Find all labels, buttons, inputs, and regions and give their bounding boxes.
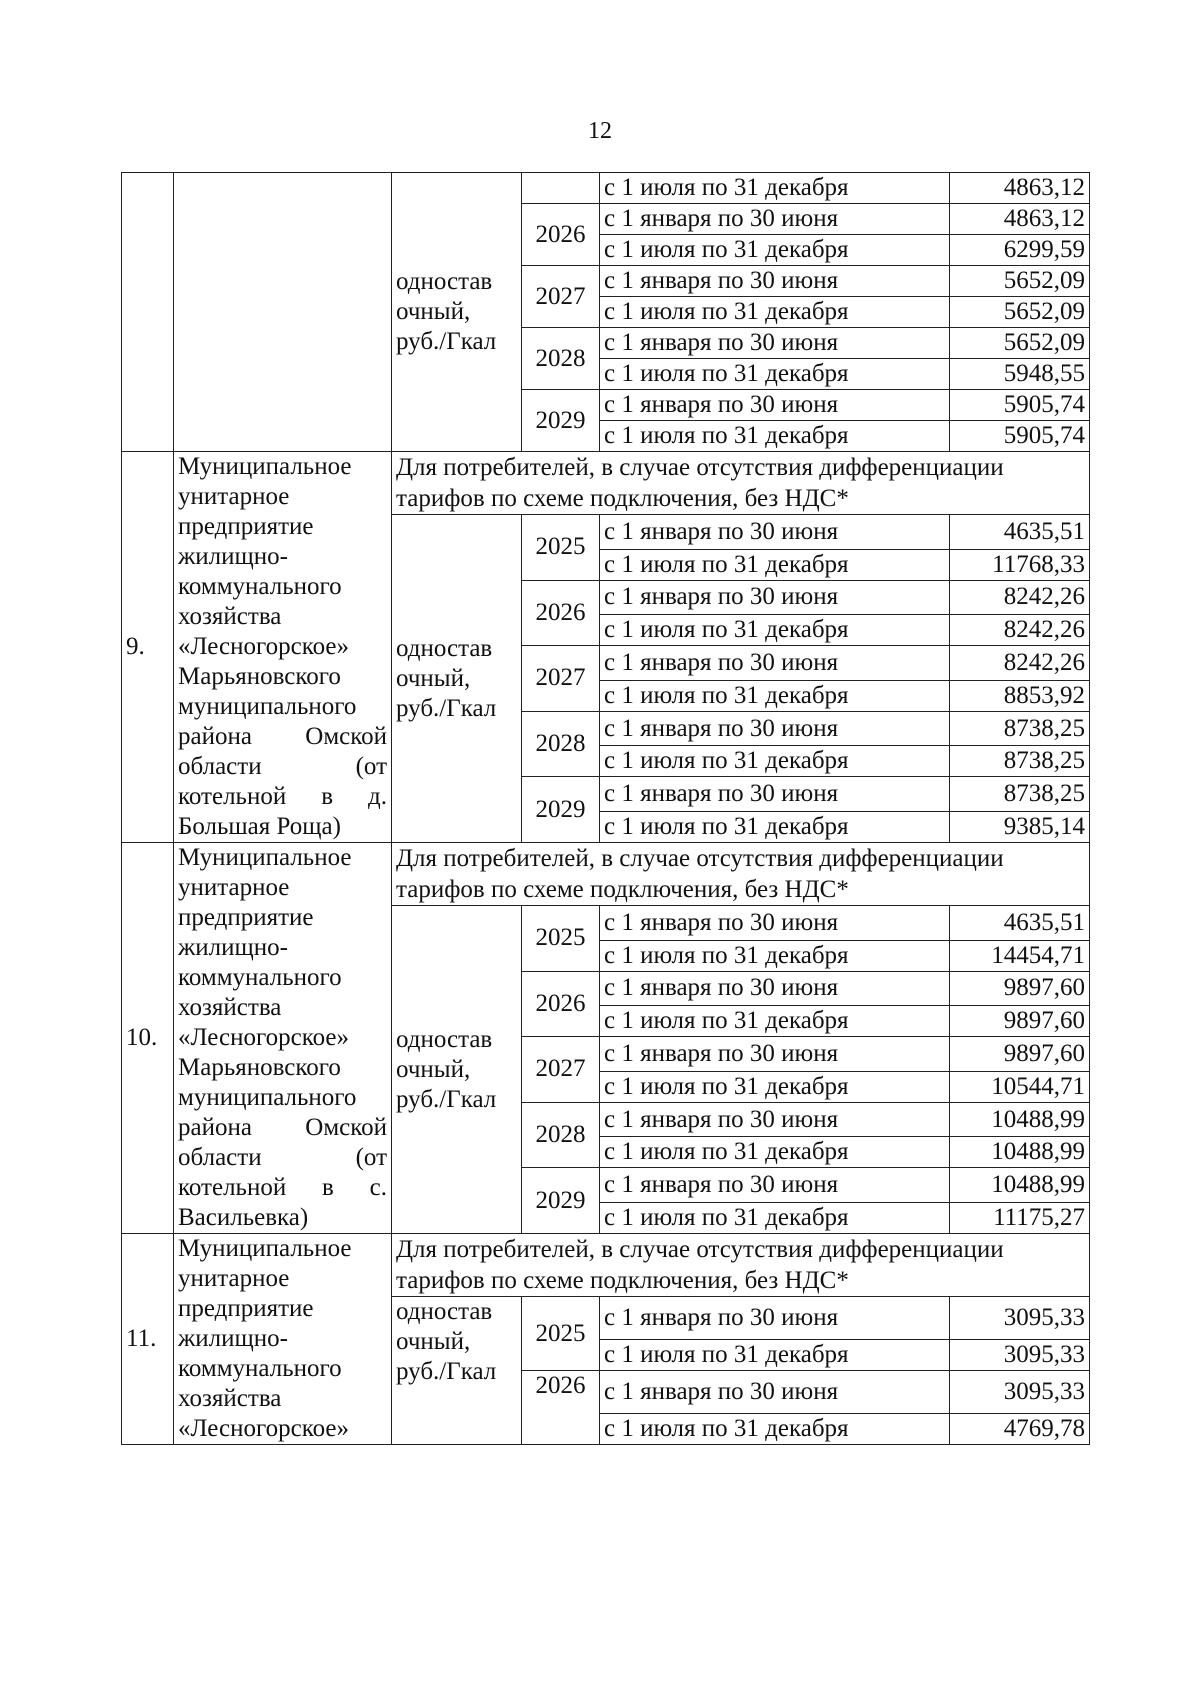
table-row xyxy=(122,843,1090,906)
year-cell: 2028 xyxy=(522,1102,600,1168)
year-cell: 2025 xyxy=(522,515,600,581)
period-cell: с 1 января по 30 июня xyxy=(600,204,950,235)
tariff-value: 5652,09 xyxy=(950,328,1090,359)
period-cell: с 1 июля по 31 декабря xyxy=(600,173,950,204)
tariff-value: 8853,92 xyxy=(950,680,1090,711)
tariff-value: 9897,60 xyxy=(950,971,1090,1006)
year-cell: 2025 xyxy=(522,906,600,972)
year-cell: 2029 xyxy=(522,390,600,452)
period-cell: с 1 июля по 31 декабря xyxy=(600,746,950,777)
tariff-value: 3095,33 xyxy=(950,1297,1090,1340)
organization-cell xyxy=(174,452,392,843)
tariff-value: 5905,74 xyxy=(950,390,1090,421)
period-cell: с 1 июля по 31 декабря xyxy=(600,1414,950,1445)
tariff-value: 9897,60 xyxy=(950,1037,1090,1072)
consumer-condition: Для потребителей, в случае отсутствия дифференциации тарифов по схеме подключения, без НДС* xyxy=(392,1234,1090,1297)
tariff-value: 11768,33 xyxy=(950,549,1090,580)
organization-cell xyxy=(174,173,392,452)
table-row xyxy=(122,1234,1090,1297)
tariff-value: 10488,99 xyxy=(950,1168,1090,1203)
tariff-value: 9897,60 xyxy=(950,1006,1090,1037)
tariff-value: 8242,26 xyxy=(950,615,1090,646)
period-cell: с 1 июля по 31 декабря xyxy=(600,235,950,266)
tariff-value: 3095,33 xyxy=(950,1340,1090,1371)
year-cell: 2026 xyxy=(522,1371,600,1445)
period-cell: с 1 января по 30 июня xyxy=(600,777,950,812)
year-cell: 2027 xyxy=(522,646,600,712)
year-cell: 2027 xyxy=(522,1037,600,1103)
period-cell: с 1 января по 30 июня xyxy=(600,580,950,615)
year-cell: 2026 xyxy=(522,580,600,646)
period-cell: с 1 июля по 31 декабря xyxy=(600,549,950,580)
period-cell: с 1 июля по 31 декабря xyxy=(600,359,950,390)
period-cell: с 1 июля по 31 декабря xyxy=(600,1340,950,1371)
tariff-value: 5652,09 xyxy=(950,297,1090,328)
tariff-value: 8738,25 xyxy=(950,777,1090,812)
period-cell: с 1 июля по 31 декабря xyxy=(600,1006,950,1037)
tariff-value: 4863,12 xyxy=(950,204,1090,235)
period-cell: с 1 января по 30 июня xyxy=(600,646,950,681)
period-cell: с 1 января по 30 июня xyxy=(600,390,950,421)
tariff-value: 4635,51 xyxy=(950,515,1090,550)
period-cell: с 1 июля по 31 декабря xyxy=(600,680,950,711)
period-cell: с 1 января по 30 июня xyxy=(600,515,950,550)
tariff-value: 4635,51 xyxy=(950,906,1090,941)
year-cell: 2027 xyxy=(522,266,600,328)
period-cell: с 1 января по 30 июня xyxy=(600,266,950,297)
period-cell: с 1 июля по 31 декабря xyxy=(600,940,950,971)
tariff-value: 8242,26 xyxy=(950,646,1090,681)
year-cell: 2029 xyxy=(522,777,600,843)
year-cell: 2025 xyxy=(522,1297,600,1371)
tariff-value: 11175,27 xyxy=(950,1203,1090,1234)
year-cell: 2026 xyxy=(522,204,600,266)
period-cell: с 1 июля по 31 декабря xyxy=(600,297,950,328)
row-number-cell xyxy=(122,173,174,452)
organization-name: Муниципальное унитарное предприятие жилищно-коммунального хозяйства «Лесногорское» xyxy=(178,1235,352,1442)
page-number: 12 xyxy=(588,118,612,144)
tariff-value: 8738,25 xyxy=(950,746,1090,777)
year-cell xyxy=(522,173,600,204)
tariff-value: 3095,33 xyxy=(950,1371,1090,1414)
tariff-value: 10488,99 xyxy=(950,1102,1090,1137)
organization-cell xyxy=(174,1234,392,1445)
period-cell: с 1 июля по 31 декабря xyxy=(600,812,950,843)
period-cell: с 1 января по 30 июня xyxy=(600,1037,950,1072)
period-cell: с 1 января по 30 июня xyxy=(600,971,950,1006)
period-cell: с 1 января по 30 июня xyxy=(600,1297,950,1340)
tariff-value: 5652,09 xyxy=(950,266,1090,297)
period-cell: с 1 июля по 31 декабря xyxy=(600,421,950,452)
period-cell: с 1 января по 30 июня xyxy=(600,711,950,746)
organization-name: Муниципальное унитарное предприятие жилищно-коммунального хозяйства «Лесногорское» Марьяновского муниципального района Омской области (от котельной в д. Большая Роща) xyxy=(178,453,387,840)
tariff-value: 10488,99 xyxy=(950,1137,1090,1168)
year-cell: 2029 xyxy=(522,1168,600,1234)
period-cell: с 1 июля по 31 декабря xyxy=(600,615,950,646)
tariff-value: 5905,74 xyxy=(950,421,1090,452)
year-cell: 2028 xyxy=(522,711,600,777)
tariff-type-cell: одностав очный, руб./Гкал xyxy=(392,173,522,452)
consumer-condition: Для потребителей, в случае отсутствия дифференциации тарифов по схеме подключения, без НДС* xyxy=(392,843,1090,906)
organization-name: Муниципальное унитарное предприятие жилищно-коммунального хозяйства «Лесногорское» Марьяновского муниципального района Омской области (от котельной в с. Васильевка) xyxy=(178,844,387,1231)
period-cell: с 1 июля по 31 декабря xyxy=(600,1203,950,1234)
tariff-value: 4769,78 xyxy=(950,1414,1090,1445)
tariff-type-cell: одностав очный, руб./Гкал xyxy=(392,906,522,1234)
period-cell: с 1 января по 30 июня xyxy=(600,1102,950,1137)
row-number-cell: 11. xyxy=(122,1234,174,1445)
consumer-condition: Для потребителей, в случае отсутствия дифференциации тарифов по схеме подключения, без НДС* xyxy=(392,452,1090,515)
tariff-value: 8738,25 xyxy=(950,711,1090,746)
tariff-value: 8242,26 xyxy=(950,580,1090,615)
period-cell: с 1 января по 30 июня xyxy=(600,1168,950,1203)
tariff-type-cell: одностав очный, руб./Гкал xyxy=(392,1297,522,1445)
tariff-value: 5948,55 xyxy=(950,359,1090,390)
organization-cell xyxy=(174,843,392,1234)
tariff-value: 10544,71 xyxy=(950,1071,1090,1102)
row-number-cell: 9. xyxy=(122,452,174,843)
year-cell: 2028 xyxy=(522,328,600,390)
tariff-value: 14454,71 xyxy=(950,940,1090,971)
period-cell: с 1 января по 30 июня xyxy=(600,906,950,941)
period-cell: с 1 июля по 31 декабря xyxy=(600,1137,950,1168)
period-cell: с 1 июля по 31 декабря xyxy=(600,1071,950,1102)
period-cell: с 1 января по 30 июня xyxy=(600,328,950,359)
tariff-type-cell: одностав очный, руб./Гкал xyxy=(392,515,522,843)
year-cell: 2026 xyxy=(522,971,600,1037)
table-row xyxy=(122,173,1090,204)
tariff-value: 4863,12 xyxy=(950,173,1090,204)
tariff-value: 9385,14 xyxy=(950,812,1090,843)
period-cell: с 1 января по 30 июня xyxy=(600,1371,950,1414)
row-number-cell: 10. xyxy=(122,843,174,1234)
table-row xyxy=(122,452,1090,515)
tariff-value: 6299,59 xyxy=(950,235,1090,266)
tariff-table xyxy=(121,172,1090,1445)
